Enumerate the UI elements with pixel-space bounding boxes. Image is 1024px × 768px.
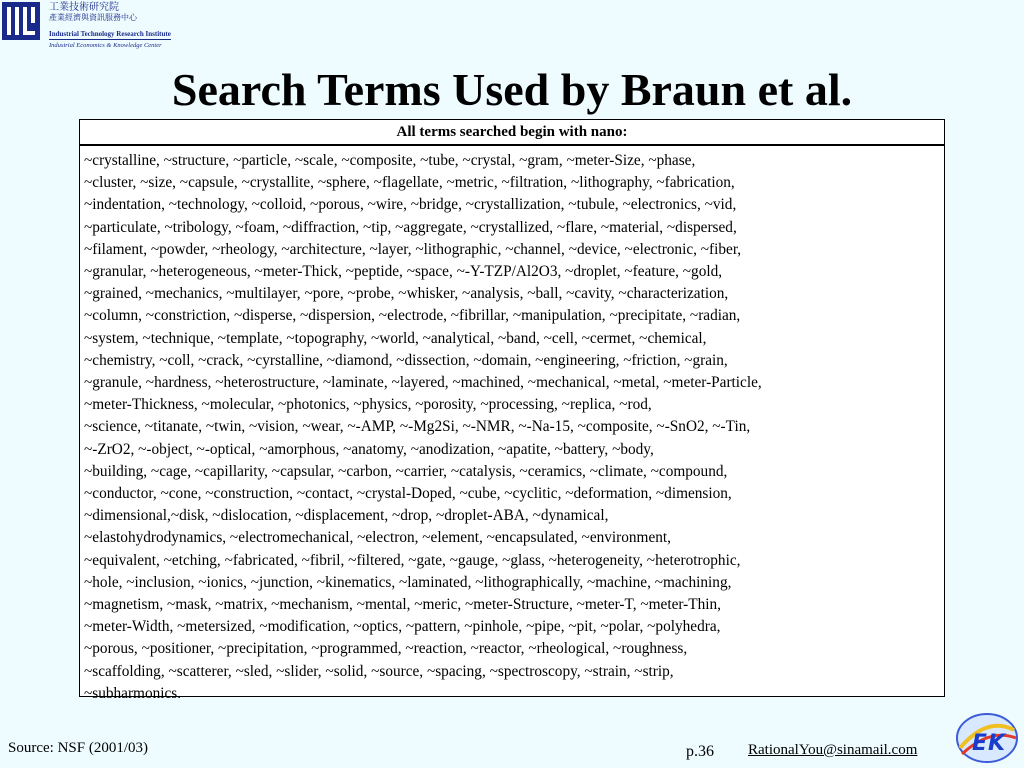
terms-line: ~conductor, ~cone, ~construction, ~contact, ~crystal-Doped, ~cube, ~cyclitic, ~deformation, ~dimension, bbox=[84, 485, 732, 503]
terms-line: ~granular, ~heterogeneous, ~meter-Thick, ~peptide, ~space, ~-Y-TZP/Al2O3, ~droplet, ~feature, ~gold, bbox=[84, 263, 723, 281]
email-link[interactable]: RationalYou@sinamail.com bbox=[748, 742, 918, 758]
terms-line: ~granule, ~hardness, ~heterostructure, ~laminate, ~layered, ~machined, ~mechanical, ~metal, ~meter-Particle, bbox=[84, 374, 762, 392]
logo-chinese-subname: 產業經濟與資訊服務中心 bbox=[49, 13, 137, 22]
terms-line: ~indentation, ~technology, ~colloid, ~porous, ~wire, ~bridge, ~crystallization, ~tubule, ~electronics, ~vid, bbox=[84, 196, 737, 214]
terms-line: ~grained, ~mechanics, ~multilayer, ~pore, ~probe, ~whisker, ~analysis, ~ball, ~cavity, ~characterization, bbox=[84, 285, 729, 303]
page-number: p.36 bbox=[686, 743, 714, 760]
terms-line: ~dimensional,~disk, ~dislocation, ~displacement, ~drop, ~droplet-ABA, ~dynamical, bbox=[84, 507, 609, 525]
logo-english-subname: Industrial Economics & Knowledge Center bbox=[49, 42, 162, 49]
terms-line: ~subharmonics. bbox=[84, 684, 182, 702]
terms-line: ~porous, ~positioner, ~precipitation, ~programmed, ~reaction, ~reactor, ~rheological, ~roughness, bbox=[84, 640, 688, 658]
terms-line: ~elastohydrodynamics, ~electromechanical, ~electron, ~element, ~encapsulated, ~environment, bbox=[84, 529, 671, 547]
table-header: All terms searched begin with nano: bbox=[80, 120, 944, 146]
search-terms-table bbox=[79, 119, 945, 702]
terms-line: ~meter-Width, ~metersized, ~modification, ~optics, ~pattern, ~pinhole, ~pipe, ~pit, ~polar, ~polyhedra, bbox=[84, 618, 721, 636]
itri-logo-icon bbox=[2, 2, 40, 40]
terms-line: ~-ZrO2, ~-object, ~-optical, ~amorphous, ~anatomy, ~anodization, ~apatite, ~battery, ~body, bbox=[84, 440, 654, 458]
terms-line: ~building, ~cage, ~capillarity, ~capsular, ~carbon, ~carrier, ~catalysis, ~ceramics, ~climate, ~compound, bbox=[84, 462, 728, 480]
terms-line: ~column, ~constriction, ~disperse, ~dispersion, ~electrode, ~fibrillar, ~manipulation, ~precipitate, ~radian, bbox=[84, 307, 741, 325]
terms-line: ~magnetism, ~mask, ~matrix, ~mechanism, ~mental, ~meric, ~meter-Structure, ~meter-T, ~meter-Thin, bbox=[84, 596, 721, 614]
terms-line: ~system, ~technique, ~template, ~topography, ~world, ~analytical, ~band, ~cell, ~cermet, ~chemical, bbox=[84, 329, 707, 347]
terms-line: ~science, ~titanate, ~twin, ~vision, ~wear, ~-AMP, ~-Mg2Si, ~-NMR, ~-Na-15, ~composite, ~-SnO2, ~-Tin, bbox=[84, 418, 751, 436]
logo-chinese-name: 工業技術研究院 bbox=[49, 2, 119, 13]
terms-line: ~hole, ~inclusion, ~ionics, ~junction, ~kinematics, ~laminated, ~lithographically, ~machine, ~machining, bbox=[84, 573, 732, 591]
logo-english-name: Industrial Technology Research Institute bbox=[49, 30, 171, 38]
terms-line: ~crystalline, ~structure, ~particle, ~scale, ~composite, ~tube, ~crystal, ~gram, ~meter-Size, ~phase, bbox=[84, 152, 696, 169]
terms-line: ~cluster, ~size, ~capsule, ~crystallite, ~sphere, ~flagellate, ~metric, ~filtration, ~lithography, ~fabrication, bbox=[84, 174, 735, 192]
itri-logo bbox=[2, 2, 202, 49]
slide-title: Search Terms Used by Braun et al. bbox=[171, 64, 853, 115]
source-note: Source: NSF (2001/03) bbox=[8, 740, 148, 756]
terms-line: ~equivalent, ~etching, ~fabricated, ~fibril, ~filtered, ~gate, ~gauge, ~glass, ~heterogeneity, ~heterotrophic, bbox=[84, 551, 741, 569]
terms-line: ~particulate, ~tribology, ~foam, ~diffraction, ~tip, ~aggregate, ~crystallized, ~flare, ~material, ~dispersed, bbox=[84, 218, 737, 236]
ek-logo-icon bbox=[952, 708, 1022, 766]
terms-line: ~scaffolding, ~scatterer, ~sled, ~slider, ~solid, ~source, ~spacing, ~spectroscopy, ~strain, ~strip, bbox=[84, 662, 674, 680]
svg-text:E: E bbox=[972, 731, 988, 756]
terms-line: ~chemistry, ~coll, ~crack, ~cyrstalline, ~diamond, ~dissection, ~domain, ~engineering, ~friction, ~grain, bbox=[84, 351, 728, 369]
terms-line: ~meter-Thickness, ~molecular, ~photonics, ~physics, ~porosity, ~processing, ~replica, ~rod, bbox=[84, 396, 652, 414]
logo-text bbox=[49, 2, 202, 50]
terms-line: ~filament, ~powder, ~rheology, ~architecture, ~layer, ~lithographic, ~channel, ~device, ~electronic, ~fiber, bbox=[84, 240, 742, 258]
svg-text:K: K bbox=[988, 731, 1006, 756]
table-body bbox=[80, 146, 944, 705]
